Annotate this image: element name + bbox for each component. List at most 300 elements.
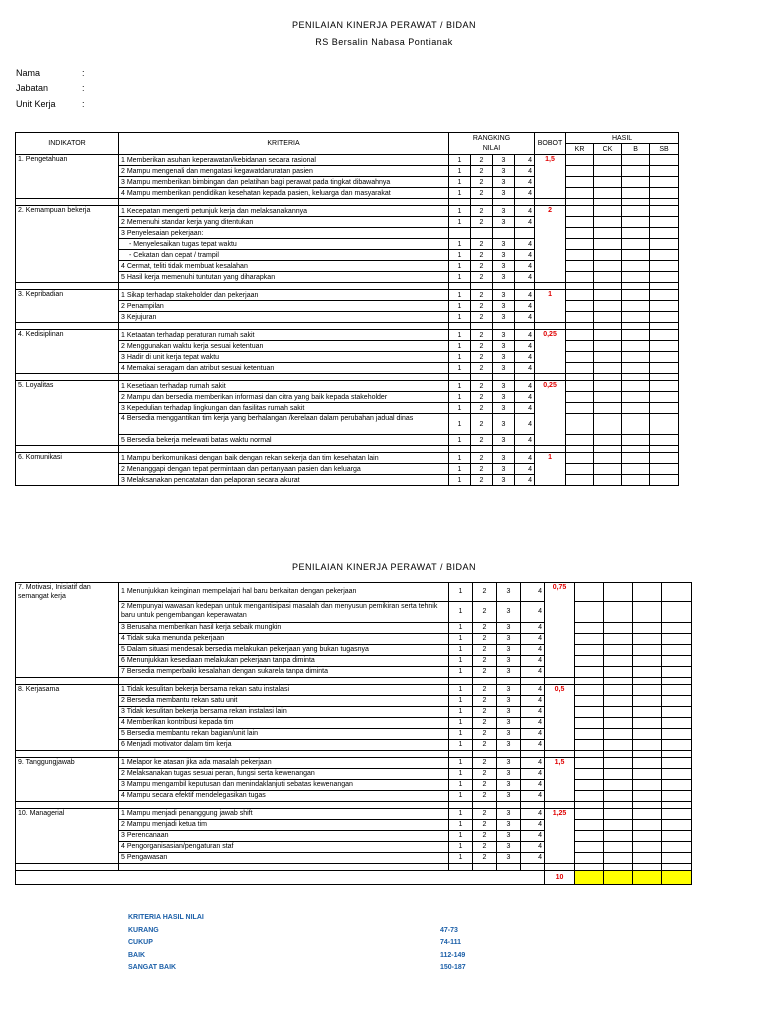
hasil-cell: [604, 695, 633, 706]
hasil-cell: [594, 352, 622, 363]
kriteria-cell: 1 Sikap terhadap stakeholder dan pekerjaan: [119, 290, 449, 301]
legend-label-sangat-baik: SANGAT BAIK: [128, 964, 177, 971]
spacer-cell: [16, 677, 119, 684]
hasil-cell: [604, 655, 633, 666]
nilai-cell: 1: [449, 301, 471, 312]
nilai-cell: 2: [473, 583, 497, 602]
hasil-cell: [622, 403, 650, 414]
hasil-cell: [662, 790, 692, 801]
table-row: [16, 453, 679, 464]
table-row: [16, 830, 692, 841]
table-row: [16, 414, 679, 435]
spacer-cell: [622, 283, 650, 290]
hasil-cell: [662, 695, 692, 706]
spacer-cell: [497, 801, 521, 808]
table-row: [16, 583, 692, 602]
header-hasil: HASIL: [566, 133, 679, 144]
nilai-cell: 1: [449, 695, 473, 706]
bobot-cell: [545, 695, 575, 706]
total-label-cell: [16, 870, 545, 884]
hasil-cell: [594, 392, 622, 403]
hasil-cell: [604, 728, 633, 739]
spacer-row: [16, 199, 679, 206]
table-row: [16, 790, 692, 801]
nilai-cell: 2: [471, 352, 493, 363]
nilai-cell: 2: [471, 312, 493, 323]
nilai-cell: 2: [471, 217, 493, 228]
table-row: [16, 633, 692, 644]
nilai-cell: 2: [471, 435, 493, 446]
bobot-cell: 1,5: [545, 757, 575, 768]
nilai-cell: 1: [449, 830, 473, 841]
nilai-cell: 4: [521, 739, 545, 750]
kriteria-cell: 1 Kesetiaan terhadap rumah sakit: [119, 381, 449, 392]
kriteria-cell: 2 Melaksanakan tugas sesuai peran, fungsi serta kewenangan: [119, 768, 449, 779]
info-nama-colon: :: [82, 68, 85, 78]
hasil-cell: [575, 808, 604, 819]
hasil-cell: [566, 392, 594, 403]
hasil-cell: [633, 728, 662, 739]
spacer-cell: [535, 283, 566, 290]
table-row: [16, 177, 679, 188]
hasil-cell: [633, 706, 662, 717]
spacer-cell: [604, 801, 633, 808]
hasil-cell: [575, 706, 604, 717]
table-1-body: [16, 155, 679, 486]
table-row: [16, 155, 679, 166]
hasil-cell: [575, 739, 604, 750]
hasil-cell: [604, 768, 633, 779]
spacer-cell: [566, 374, 594, 381]
hasil-cell: [594, 155, 622, 166]
indikator-cell: [16, 301, 119, 312]
spacer-cell: [515, 374, 535, 381]
nilai-cell: 2: [471, 188, 493, 199]
header-sb: SB: [650, 144, 679, 155]
hasil-cell: [662, 830, 692, 841]
spacer-cell: [119, 863, 449, 870]
hasil-cell: [594, 312, 622, 323]
hasil-cell: [566, 312, 594, 323]
hasil-cell: [566, 453, 594, 464]
nilai-cell: 4: [515, 177, 535, 188]
nilai-cell: 2: [471, 206, 493, 217]
hasil-cell: [662, 684, 692, 695]
hasil-cell: [575, 644, 604, 655]
spacer-row: [16, 750, 692, 757]
nilai-cell: 4: [521, 695, 545, 706]
indikator-cell: [16, 779, 119, 790]
spacer-cell: [119, 677, 449, 684]
spacer-cell: [493, 374, 515, 381]
kriteria-cell: 3 Hadir di unit kerja tepat waktu: [119, 352, 449, 363]
hasil-cell: [633, 819, 662, 830]
kriteria-cell: - Menyelesaikan tugas tepat waktu: [119, 239, 449, 250]
bobot-cell: [545, 622, 575, 633]
hasil-cell: [622, 312, 650, 323]
hasil-cell: [604, 666, 633, 677]
nilai-cell: 3: [493, 290, 515, 301]
nilai-cell: 2: [471, 381, 493, 392]
nilai-cell: 4: [521, 622, 545, 633]
indikator-cell: 9. Tanggungjawab: [16, 757, 119, 768]
hasil-cell: [650, 217, 679, 228]
indikator-cell: [16, 166, 119, 177]
kriteria-cell: 2 Memenuhi standar kerja yang ditentukan: [119, 217, 449, 228]
spacer-cell: [594, 323, 622, 330]
indikator-cell: 3. Kepribadian: [16, 290, 119, 301]
indikator-cell: [16, 666, 119, 677]
nilai-cell: 4: [521, 655, 545, 666]
spacer-cell: [594, 283, 622, 290]
table-row: [16, 622, 692, 633]
total-row: [16, 870, 692, 884]
nilai-cell: 4: [521, 644, 545, 655]
table-row: [16, 188, 679, 199]
nilai-cell: 4: [521, 779, 545, 790]
nilai-cell: 1: [449, 363, 471, 374]
indikator-cell: [16, 217, 119, 228]
indikator-cell: [16, 728, 119, 739]
bobot-cell: 1,5: [535, 155, 566, 166]
spacer-row: [16, 374, 679, 381]
nilai-cell: 2: [471, 414, 493, 435]
hasil-cell: [604, 739, 633, 750]
nilai-cell: 2: [471, 475, 493, 486]
hasil-cell: [622, 239, 650, 250]
nilai-cell: 4: [521, 790, 545, 801]
spacer-cell: [497, 750, 521, 757]
kriteria-cell: 3 Berusaha memberikan hasil kerja sebaik mungkin: [119, 622, 449, 633]
nilai-cell: 1: [449, 341, 471, 352]
nilai-cell: 3: [493, 177, 515, 188]
indikator-cell: [16, 250, 119, 261]
nilai-cell: 4: [521, 601, 545, 622]
indikator-cell: [16, 717, 119, 728]
nilai-cell: 1: [449, 841, 473, 852]
table-row: [16, 228, 679, 239]
nilai-cell: 3: [493, 352, 515, 363]
nilai-cell: 1: [449, 312, 471, 323]
hasil-cell: [575, 684, 604, 695]
nilai-cell: 1: [449, 583, 473, 602]
indikator-cell: [16, 392, 119, 403]
indikator-cell: [16, 414, 119, 435]
nilai-cell: 4: [515, 330, 535, 341]
hasil-cell: [594, 188, 622, 199]
hasil-cell: [566, 188, 594, 199]
spacer-cell: [521, 677, 545, 684]
spacer-row: [16, 801, 692, 808]
hasil-cell: [604, 622, 633, 633]
nilai-cell: 2: [473, 779, 497, 790]
bobot-cell: 1,25: [545, 808, 575, 819]
hasil-cell: [604, 841, 633, 852]
page-title: PENILAIAN KINERJA PERAWAT / BIDAN: [291, 20, 477, 30]
nilai-cell: 2: [473, 684, 497, 695]
hasil-cell: [622, 392, 650, 403]
hasil-cell: [650, 453, 679, 464]
nilai-cell: 1: [449, 739, 473, 750]
indikator-cell: 8. Kerjasama: [16, 684, 119, 695]
hasil-cell: [650, 206, 679, 217]
spacer-cell: [622, 446, 650, 453]
nilai-cell: 3: [493, 188, 515, 199]
hasil-cell: [594, 177, 622, 188]
spacer-cell: [566, 283, 594, 290]
nilai-cell: 1: [449, 622, 473, 633]
total-hasil-cell: [604, 870, 633, 884]
hasil-cell: [650, 166, 679, 177]
nilai-cell: 1: [449, 655, 473, 666]
hasil-cell: [650, 261, 679, 272]
indikator-cell: [16, 475, 119, 486]
hasil-cell: [604, 583, 633, 602]
hasil-cell: [633, 655, 662, 666]
nilai-cell: 3: [493, 392, 515, 403]
bobot-cell: [545, 790, 575, 801]
nilai-cell: 1: [449, 453, 471, 464]
hasil-cell: [575, 819, 604, 830]
indikator-cell: 6. Komunikasi: [16, 453, 119, 464]
hasil-cell: [604, 633, 633, 644]
kriteria-cell: 1 Menunjukkan keinginan mempelajari hal baru berkaitan dengan pekerjaan: [119, 583, 449, 602]
hasil-cell: [566, 206, 594, 217]
total-hasil-cell: [662, 870, 692, 884]
nilai-cell: 3: [497, 666, 521, 677]
kriteria-cell: 4 Mampu memberikan pendidikan kesehatan kepada pasien, keluarga dan masyarakat: [119, 188, 449, 199]
spacer-cell: [449, 283, 471, 290]
nilai-cell: 2: [471, 177, 493, 188]
nilai-cell: 1: [449, 392, 471, 403]
indikator-cell: [16, 261, 119, 272]
kriteria-cell: 3 Kepedulian terhadap lingkungan dan fasilitas rumah sakit: [119, 403, 449, 414]
hasil-cell: [566, 177, 594, 188]
nilai-cell: 4: [515, 363, 535, 374]
bobot-cell: [545, 768, 575, 779]
kriteria-cell: 2 Mampu dan bersedia memberikan informasi dan citra yang baik kepada stakeholder: [119, 392, 449, 403]
hasil-cell: [650, 381, 679, 392]
hasil-cell: [622, 453, 650, 464]
nilai-cell: 4: [515, 392, 535, 403]
assessment-table-2: [15, 582, 692, 885]
total-hasil-cell: [575, 870, 604, 884]
nilai-cell: 4: [515, 206, 535, 217]
hasil-cell: [650, 290, 679, 301]
indikator-cell: [16, 601, 119, 622]
spacer-cell: [119, 323, 449, 330]
nilai-cell: 4: [521, 684, 545, 695]
indikator-cell: [16, 768, 119, 779]
hasil-cell: [633, 684, 662, 695]
hasil-cell: [575, 768, 604, 779]
indikator-cell: 2. Kemampuan bekerja: [16, 206, 119, 217]
nilai-cell: 2: [471, 239, 493, 250]
hasil-cell: [594, 290, 622, 301]
indikator-cell: [16, 819, 119, 830]
nilai-cell: 3: [497, 779, 521, 790]
nilai-cell: 3: [493, 206, 515, 217]
indikator-cell: 1. Pengetahuan: [16, 155, 119, 166]
spacer-cell: [493, 283, 515, 290]
hasil-cell: [566, 301, 594, 312]
table-row: [16, 739, 692, 750]
spacer-cell: [566, 323, 594, 330]
nilai-cell: 1: [449, 852, 473, 863]
table-row: [16, 601, 692, 622]
spacer-cell: [535, 374, 566, 381]
hasil-cell: [650, 272, 679, 283]
spacer-cell: [515, 283, 535, 290]
hasil-cell: [566, 475, 594, 486]
hasil-cell: [633, 666, 662, 677]
kriteria-cell: 1 Mampu berkomunikasi dengan baik dengan rekan sekerja dan tim kesehatan lain: [119, 453, 449, 464]
hasil-cell: [650, 363, 679, 374]
nilai-cell: 4: [515, 312, 535, 323]
indikator-cell: [16, 363, 119, 374]
nilai-cell: 1: [449, 717, 473, 728]
spacer-cell: [650, 374, 679, 381]
spacer-cell: [16, 446, 119, 453]
nilai-cell: 4: [521, 728, 545, 739]
nilai-cell: 2: [473, 717, 497, 728]
hasil-cell: [594, 453, 622, 464]
kriteria-cell: 2 Penampilan: [119, 301, 449, 312]
spacer-row: [16, 863, 692, 870]
nilai-cell: 4: [515, 453, 535, 464]
spacer-row: [16, 323, 679, 330]
hasil-cell: [566, 341, 594, 352]
nilai-cell: 2: [473, 695, 497, 706]
hasil-cell: [566, 464, 594, 475]
kriteria-cell: 3 Mampu mengambil keputusan dan menindaklanjuti sebatas kewenangan: [119, 779, 449, 790]
spacer-cell: [545, 677, 575, 684]
hasil-cell: [633, 830, 662, 841]
nilai-cell: 3: [493, 453, 515, 464]
spacer-cell: [604, 750, 633, 757]
hasil-cell: [622, 341, 650, 352]
indikator-cell: [16, 739, 119, 750]
nilai-cell: 4: [521, 633, 545, 644]
nilai-cell: 1: [449, 290, 471, 301]
assessment-table-1: [15, 132, 679, 486]
spacer-cell: [575, 677, 604, 684]
table-row: [16, 684, 692, 695]
nilai-cell: 1: [449, 644, 473, 655]
nilai-cell: 2: [473, 644, 497, 655]
indikator-cell: [16, 852, 119, 863]
table-row: [16, 695, 692, 706]
hasil-cell: [594, 250, 622, 261]
nilai-cell: 3: [497, 601, 521, 622]
legend-labels: [128, 912, 204, 975]
spacer-cell: [575, 863, 604, 870]
bobot-cell: [535, 464, 566, 475]
nilai-cell: 4: [521, 768, 545, 779]
hasil-cell: [575, 601, 604, 622]
kriteria-cell: 5 Dalam situasi mendesak bersedia melakukan pekerjaan yang bukan tugasnya: [119, 644, 449, 655]
hasil-cell: [575, 757, 604, 768]
info-jabatan-colon: :: [82, 83, 85, 93]
nilai-cell: 4: [515, 341, 535, 352]
spacer-cell: [633, 750, 662, 757]
legend-title: KRITERIA HASIL NILAI: [128, 914, 204, 921]
nilai-cell: 3: [493, 414, 515, 435]
kriteria-cell: 3 Mampu memberikan bimbingan dan pelatihan bagi perawat pada tingkat dibawahnya: [119, 177, 449, 188]
hasil-cell: [622, 188, 650, 199]
bobot-cell: [535, 166, 566, 177]
nilai-cell: 2: [471, 166, 493, 177]
legend-ranges: [440, 912, 466, 975]
header-kriteria: KRITERIA: [119, 133, 449, 155]
hasil-cell: [566, 290, 594, 301]
kriteria-cell: 4 Tidak suka menunda pekerjaan: [119, 633, 449, 644]
indikator-cell: [16, 341, 119, 352]
table-row: [16, 239, 679, 250]
nilai-cell: 3: [493, 217, 515, 228]
hasil-cell: [662, 728, 692, 739]
indikator-cell: [16, 403, 119, 414]
indikator-cell: [16, 272, 119, 283]
nilai-cell: 4: [521, 583, 545, 602]
nilai-cell: 1: [449, 475, 471, 486]
indikator-cell: [16, 830, 119, 841]
kriteria-cell: 1 Mampu menjadi penanggung jawab shift: [119, 808, 449, 819]
bobot-cell: [535, 217, 566, 228]
hasil-cell: [566, 352, 594, 363]
hasil-cell: [575, 583, 604, 602]
table-row: [16, 352, 679, 363]
nilai-cell: 2: [471, 155, 493, 166]
nilai-cell: 2: [471, 363, 493, 374]
indikator-cell: [16, 352, 119, 363]
spacer-cell: [650, 199, 679, 206]
hasil-cell: [604, 757, 633, 768]
hasil-cell: [594, 475, 622, 486]
hasil-cell: [650, 177, 679, 188]
nilai-cell: [493, 228, 515, 239]
nilai-cell: 4: [515, 188, 535, 199]
hasil-cell: [594, 206, 622, 217]
nilai-cell: 1: [449, 435, 471, 446]
bobot-cell: [545, 841, 575, 852]
spacer-cell: [119, 374, 449, 381]
bobot-cell: [545, 819, 575, 830]
kriteria-cell: 2 Bersedia membantu rekan satu unit: [119, 695, 449, 706]
info-nama-label: Nama: [16, 68, 41, 78]
nilai-cell: 3: [493, 475, 515, 486]
hasil-cell: [650, 330, 679, 341]
nilai-cell: 3: [493, 301, 515, 312]
hasil-cell: [650, 464, 679, 475]
hasil-cell: [622, 166, 650, 177]
nilai-cell: 3: [493, 155, 515, 166]
nilai-cell: 4: [515, 166, 535, 177]
spacer-cell: [545, 750, 575, 757]
nilai-cell: 3: [497, 644, 521, 655]
table-row: [16, 206, 679, 217]
hasil-cell: [622, 381, 650, 392]
bobot-cell: [545, 717, 575, 728]
bobot-cell: 0,5: [545, 684, 575, 695]
spacer-cell: [633, 801, 662, 808]
hasil-cell: [594, 381, 622, 392]
hasil-cell: [662, 622, 692, 633]
hasil-cell: [566, 381, 594, 392]
hasil-cell: [594, 239, 622, 250]
nilai-cell: 1: [449, 464, 471, 475]
spacer-cell: [16, 283, 119, 290]
